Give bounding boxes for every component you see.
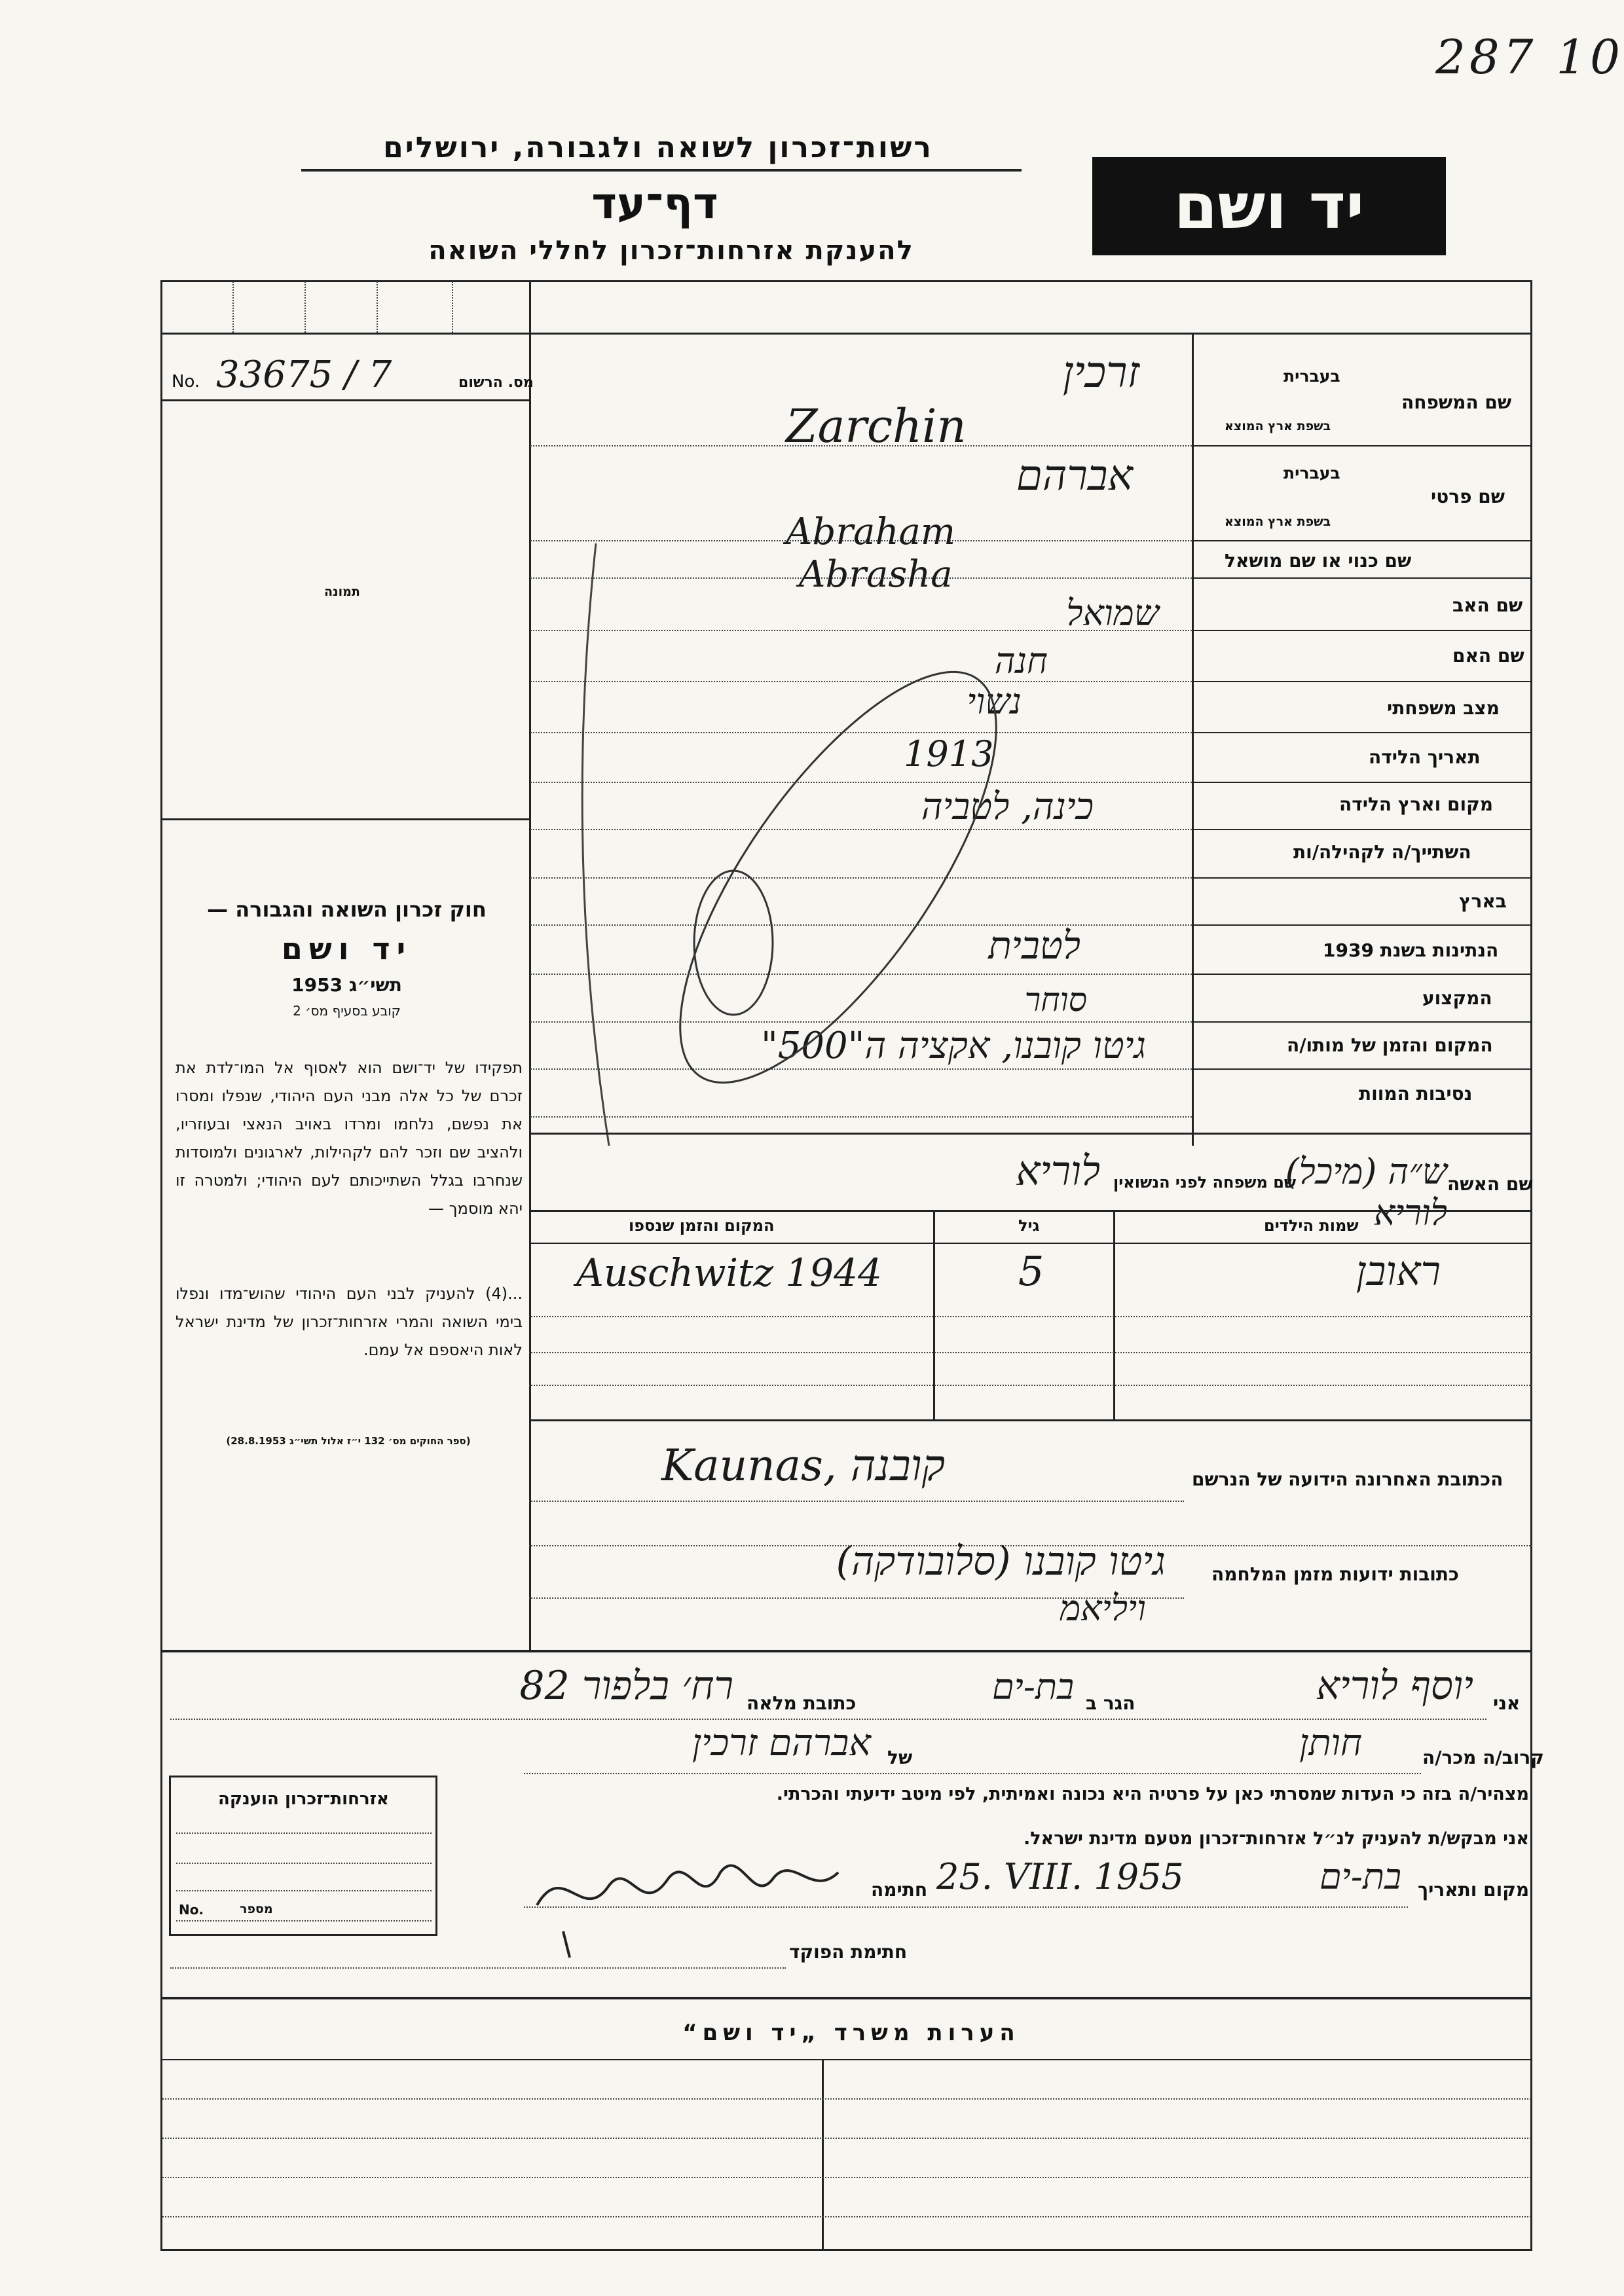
label-official-signature: חתימת הפוקד xyxy=(789,1941,908,1963)
profession-value: סוחר xyxy=(1024,981,1087,1019)
label-signature: חתימה xyxy=(871,1879,928,1901)
photo-bottom-line xyxy=(160,818,530,820)
granted-no-label: No. xyxy=(179,1902,204,1918)
children-bottom xyxy=(529,1419,1532,1421)
law-year: תשי״ג 1953 xyxy=(291,974,402,996)
row-line xyxy=(1192,681,1532,682)
label-maiden-name: שם משפחה לפני הנשואין xyxy=(1113,1173,1297,1192)
last-address-value: Kaunas, קובנה xyxy=(661,1440,946,1491)
office-notes-row xyxy=(162,2138,1531,2139)
row-line xyxy=(1192,1068,1532,1070)
label-nickname: שם כנוי או שם מושאל xyxy=(1225,550,1412,572)
office-notes-row xyxy=(162,2098,1531,2100)
registration-label: מס. הרשום xyxy=(458,374,534,391)
citizenship-granted-box xyxy=(169,1776,437,1936)
citizenship-value: לטבית xyxy=(988,923,1080,968)
witness-city-value: בת-ים xyxy=(991,1666,1074,1707)
witness-name-value: יוסף לוריא xyxy=(1316,1663,1473,1709)
office-notes-divider xyxy=(822,2059,824,2249)
witness-line xyxy=(170,1719,1486,1720)
father-value: שמואל xyxy=(1066,592,1159,634)
children-row-line xyxy=(529,1316,1532,1317)
granted-box-line xyxy=(176,1863,432,1864)
birth-place-value: כינה, לטביה xyxy=(921,786,1094,828)
form-title: דף־עד xyxy=(591,178,718,228)
child-age-value: 5 xyxy=(1018,1247,1044,1295)
row-line xyxy=(1192,630,1532,631)
children-col-divider xyxy=(933,1210,935,1419)
yad-vashem-logo: יד ושם xyxy=(1092,157,1446,255)
top-strip-tick xyxy=(377,282,378,333)
form-subtitle: להענקת אזרחות־זכרון לחללי השואה xyxy=(428,236,914,266)
wife-row-top xyxy=(529,1133,1532,1135)
granted-box-line xyxy=(176,1832,432,1834)
row-line xyxy=(1192,1021,1532,1023)
label-full-address: כתובת מלאה xyxy=(747,1692,857,1714)
label-children-names: שמות הילדים xyxy=(1264,1216,1359,1235)
label-last-address: הכתובת האחרונה הידועה של הנרשם xyxy=(1192,1468,1504,1490)
row-line xyxy=(1192,924,1532,926)
child-perished-value: Auschwitz 1944 xyxy=(576,1250,882,1295)
law-name: יד ושם xyxy=(281,931,413,966)
witness-declaration: מצהיר/ה בזה כי העדות שמסרתי כאן על פרטיה היא נכונה ואמיתית, לפי מיטב ידיעתי והכרתי. xyxy=(776,1784,1529,1804)
label-death-place-time: המקום והזמן של מותו/ה xyxy=(1287,1034,1493,1056)
signature-stroke xyxy=(537,1865,838,1905)
label-place-time-perished: המקום והזמן שנספו xyxy=(629,1216,775,1235)
first-name-hebrew-value: אברהם xyxy=(1016,452,1133,500)
office-notes-row xyxy=(162,2216,1531,2217)
death-place-value: גיטו קובנו, אקציה ה"500" xyxy=(761,1025,1146,1067)
granted-number-label: מספר xyxy=(240,1902,273,1916)
witness-relation-value: חותן xyxy=(1299,1722,1362,1764)
label-citizenship: הנתינות בשנת 1939 xyxy=(1323,939,1499,961)
org-line: רשות־זכרון לשואה ולגבורה, ירושלים xyxy=(383,131,933,164)
wife-maiden-value: לוריא xyxy=(1016,1147,1100,1195)
label-resident: הגר ב xyxy=(1086,1692,1135,1714)
label-mother: שם האם xyxy=(1452,645,1524,666)
witness-place-value: בת-ים xyxy=(1319,1856,1401,1897)
children-row-line xyxy=(529,1385,1532,1386)
wife-name-value: ש״ה (מיכל) לוריא xyxy=(1285,1151,1447,1233)
label-family-name: שם המשפחה xyxy=(1401,392,1512,413)
signature-stroke xyxy=(563,1931,570,1958)
wartime-address-1: גיטו קובנו (סלובודקה) xyxy=(836,1539,1166,1584)
law-section-ref: קובע בסעיף מס׳ 2 xyxy=(293,1003,401,1019)
row-line xyxy=(1192,732,1532,733)
label-family-origin-lang: בשפת ארץ המוצא xyxy=(1225,419,1331,433)
row-line xyxy=(1192,782,1532,783)
label-wartime-addresses: כתובות ידועות מזמן המלחמה xyxy=(1211,1563,1459,1585)
address-line xyxy=(529,1501,1184,1502)
marital-value: נשוי xyxy=(967,681,1022,722)
birth-date-value: 1913 xyxy=(904,733,994,774)
law-footnote: (ספר החוקים מס׳ 132 י״ז אלול תשי״ג 28.8.1953) xyxy=(226,1435,471,1447)
office-notes-line xyxy=(160,2059,1532,2060)
granted-box-line xyxy=(176,1890,432,1891)
witness-section-top xyxy=(160,1650,1532,1652)
top-strip-line xyxy=(160,333,1532,335)
mother-value: חנה xyxy=(994,640,1048,682)
label-age: גיל xyxy=(1018,1216,1040,1235)
law-paragraph-2: ...(4) להעניק לבני העם היהודי שהוש־מדו ונפלו בימי השואה והמרי אזרחות־זכרון של מדינת ישראל לאות היאספם אל עמם. xyxy=(175,1285,523,1359)
law-paragraph-1: תפקידו של יד־ושם הוא לאסוף אל המו־לדת את זכרם של כל אלה מבני העם היהודי, שנפלו ומסרו את נפשם, נלחמו ומרדו באויב הנאצי ובעוזריו, ולהציב שם וזכר להם לקהילות, לארגונים ולמוסדות שנחרבו בגלל השתייכותם לעם היהודי; ולמטרה זו יהא מוסמך — xyxy=(175,1059,523,1218)
child-name-value: ראובן xyxy=(1356,1247,1441,1295)
label-community: השתייך/ה לקהילה/ות xyxy=(1293,841,1471,863)
first-name-origin-value: Abraham xyxy=(786,511,955,553)
row-line xyxy=(1192,577,1532,579)
label-of: של xyxy=(887,1747,913,1768)
pencil-marks xyxy=(524,458,1211,1244)
office-notes-top xyxy=(160,1997,1532,1999)
family-name-origin-value: Zarchin xyxy=(786,399,967,453)
label-relation: קרוב/ה מכר/ה xyxy=(1422,1747,1544,1768)
office-notes-row xyxy=(162,2177,1531,2178)
granted-box-title: אזרחות־זכרון הוענקה xyxy=(218,1789,389,1809)
nickname-value: Abrasha xyxy=(799,553,953,596)
pencil-oval-large xyxy=(624,627,1052,1129)
granted-box-line xyxy=(176,1920,432,1922)
wife-row-bottom xyxy=(529,1210,1532,1212)
row-line xyxy=(1192,445,1532,446)
children-row-line xyxy=(529,1352,1532,1353)
row-line xyxy=(1192,974,1532,975)
label-father: שם האב xyxy=(1452,594,1523,616)
witness-date-value: 25. VIII. 1955 xyxy=(936,1856,1184,1897)
archive-number: 287 10 xyxy=(1435,29,1624,84)
official-signature-line xyxy=(170,1967,786,1969)
label-in-country: בארץ xyxy=(1459,890,1507,912)
label-marital: מצב משפחתי xyxy=(1387,697,1500,719)
registration-number: 33675 / 7 xyxy=(216,354,392,396)
org-line-underline xyxy=(301,169,1022,172)
family-name-hebrew-value: זרכין xyxy=(1062,347,1139,397)
office-notes-title: הערות משרד „יד ושם“ xyxy=(682,2020,1020,2046)
row-line xyxy=(1192,540,1532,541)
witness-line xyxy=(524,1773,1421,1774)
children-header-line xyxy=(529,1243,1532,1244)
label-in-hebrew: בעברית xyxy=(1283,367,1340,386)
address-line xyxy=(529,1597,1184,1599)
top-strip-tick xyxy=(304,282,306,333)
label-i: אני xyxy=(1493,1692,1521,1714)
label-first-origin-lang: בשפת ארץ המוצא xyxy=(1225,515,1331,529)
law-heading: חוק זכרון השואה והגבורה — xyxy=(207,897,487,922)
photo-label: תמונה xyxy=(324,585,360,599)
wartime-address-2: ויליאמ xyxy=(1060,1588,1146,1629)
label-birth-date: תאריך הלידה xyxy=(1369,746,1481,768)
witness-of-name-value: אברהם זרכין xyxy=(692,1722,871,1764)
label-place-date: מקום ותאריך xyxy=(1418,1879,1530,1901)
label-first-name: שם פרטי xyxy=(1431,486,1505,507)
witness-request: אני מבקש/ת להעניק לנ״ל אזרחות־זכרון מטעם מדינת ישראל. xyxy=(1023,1829,1529,1849)
label-birth-place: מקום וארץ הלידה xyxy=(1339,793,1493,815)
row-line xyxy=(1192,877,1532,879)
top-strip-tick xyxy=(452,282,453,333)
registration-line xyxy=(160,399,530,401)
label-first-in-hebrew: בעברית xyxy=(1283,464,1340,483)
children-col-divider xyxy=(1113,1210,1115,1419)
row-line xyxy=(1192,829,1532,830)
label-profession: המקצוע xyxy=(1422,987,1492,1009)
witness-address-value: רח׳ בלפור 82 xyxy=(519,1663,733,1709)
label-death-circumstances: נסיבות המוות xyxy=(1359,1083,1473,1104)
pencil-stroke xyxy=(582,543,609,1146)
top-strip-tick xyxy=(232,282,234,333)
label-wife-name: שם האשה xyxy=(1447,1173,1533,1195)
registration-prefix: No. xyxy=(172,372,200,392)
pencil-oval-small xyxy=(694,871,773,1015)
